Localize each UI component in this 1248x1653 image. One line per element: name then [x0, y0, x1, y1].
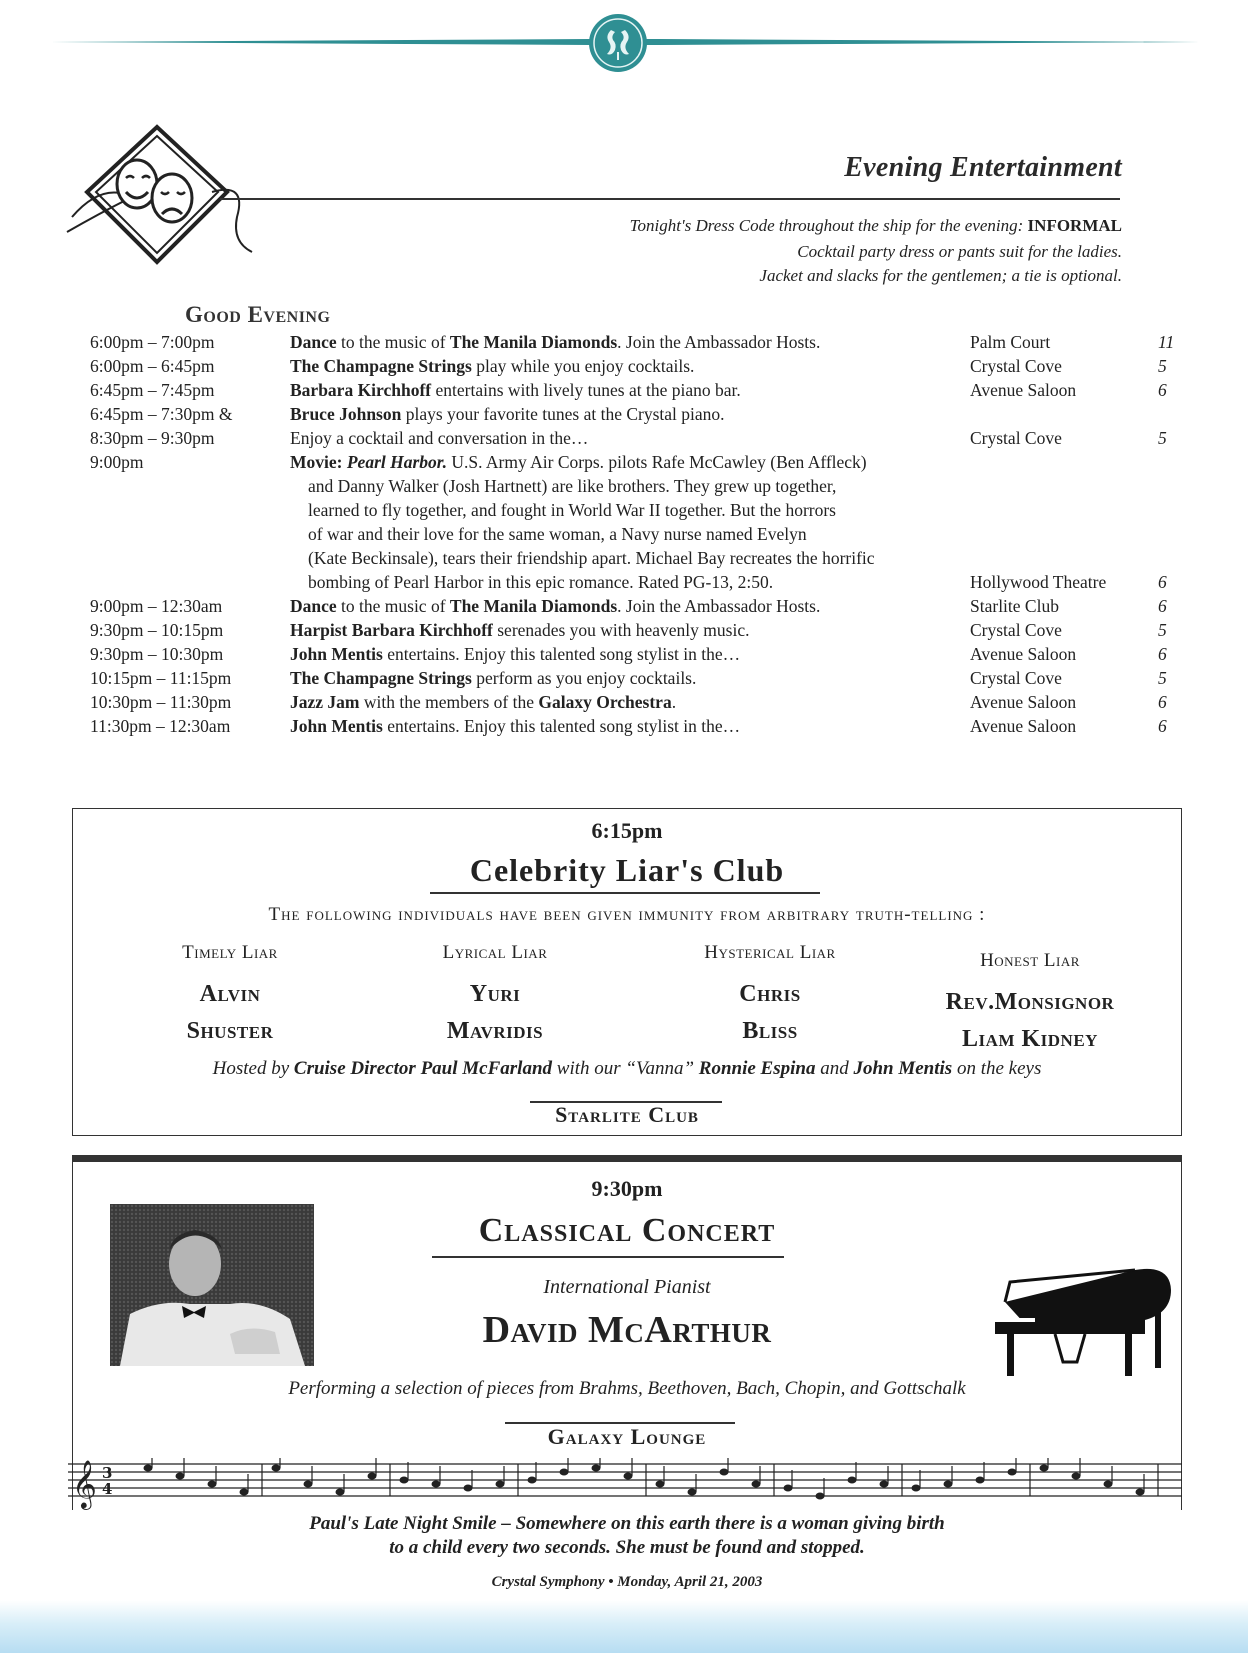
- event-text: to the music of: [336, 596, 450, 616]
- greeting-heading: Good Evening: [185, 302, 331, 327]
- event-deck: 5: [1158, 620, 1167, 640]
- liar-honest: [900, 950, 1160, 1058]
- event-performer-2: Pearl Harbor.: [346, 452, 448, 472]
- liar-role: Hysterical Liar: [704, 942, 836, 963]
- music-note: [176, 1473, 184, 1479]
- host-text: on the keys: [952, 1058, 1042, 1079]
- event-text: play while you enjoy cocktails.: [471, 356, 695, 376]
- event-text: serenades you with heavenly music.: [492, 620, 750, 640]
- event-venue: Avenue Saloon: [970, 380, 1077, 400]
- liar-role: Honest Liar: [980, 950, 1080, 971]
- event-text: entertains. Enjoy this talented song stylist in the…: [382, 644, 741, 664]
- music-note: [336, 1489, 344, 1495]
- event-description: [290, 692, 676, 713]
- music-note: [784, 1485, 792, 1491]
- event-performer: John Mentis: [290, 644, 383, 664]
- music-note: [976, 1477, 984, 1483]
- event-time: 10:15pm – 11:15pm: [90, 668, 232, 688]
- concert-performer: David McArthur: [482, 1309, 772, 1351]
- event-venue: Starlite Club: [970, 596, 1059, 616]
- liar-lyrical: [365, 942, 625, 1050]
- event-venue: Palm Court: [970, 332, 1051, 352]
- liar-name-first: Alvin: [199, 981, 261, 1007]
- event-performer: John Mentis: [290, 716, 383, 736]
- event-text: entertains with lively tunes at the piano bar.: [431, 380, 741, 400]
- event-time: 10:30pm – 11:30pm: [90, 692, 232, 712]
- movie-description-line: (Kate Beckinsale), tears their friendship apart. Michael Bay recreates the horrific: [308, 548, 875, 568]
- liar-name-first: Rev.Monsignor: [945, 989, 1115, 1015]
- event-deck: 6: [1158, 572, 1167, 592]
- liar-name-first: Yuri: [469, 981, 521, 1007]
- event-time: 6:00pm – 6:45pm: [90, 356, 215, 376]
- music-note: [496, 1481, 504, 1487]
- event-deck: 6: [1158, 380, 1167, 400]
- liars-club-subtitle: The following individuals have been given immunity from arbitrary truth-telling :: [268, 904, 986, 925]
- event-description: [290, 428, 588, 449]
- host-name: John Mentis: [853, 1058, 953, 1079]
- music-note: [752, 1481, 760, 1487]
- event-description: [290, 716, 740, 737]
- time-signature-bottom: 4: [102, 1480, 113, 1498]
- movie-description-line: learned to fly together, and fought in World War II together. But the horrors: [308, 500, 836, 520]
- page-title: Evening Entertainment: [844, 152, 1122, 183]
- event-venue: Crystal Cove: [970, 356, 1062, 376]
- event-venue: Crystal Cove: [970, 428, 1062, 448]
- event-performer: Harpist Barbara Kirchhoff: [290, 620, 493, 640]
- music-note: [464, 1485, 472, 1491]
- host-text: with our “Vanna”: [552, 1058, 699, 1079]
- liar-role: Lyrical Liar: [442, 942, 548, 963]
- music-note: [1072, 1473, 1080, 1479]
- event-performer-2: The Manila Diamonds: [449, 332, 618, 352]
- movie-description-line: bombing of Pearl Harbor in this epic romance. Rated PG-13, 2:50.: [308, 572, 774, 592]
- seahorse-logo-icon: [587, 12, 649, 74]
- music-note: [1104, 1481, 1112, 1487]
- concert-title-rule: [432, 1256, 784, 1258]
- event-text: perform as you enjoy cocktails.: [471, 668, 697, 688]
- music-note: [848, 1477, 856, 1483]
- music-note: [720, 1469, 728, 1475]
- event-venue: Avenue Saloon: [970, 716, 1077, 736]
- event-text: entertains. Enjoy this talented song stylist in the…: [382, 716, 741, 736]
- event-description: [290, 668, 696, 689]
- event-venue: Crystal Cove: [970, 620, 1062, 640]
- event-description: [290, 380, 741, 401]
- dress-code-intro: Tonight's Dress Code throughout the ship for the evening:: [629, 216, 1024, 235]
- event-text-2: . Join the Ambassador Hosts.: [617, 332, 821, 352]
- bottom-color-band: [0, 1600, 1248, 1653]
- music-note: [656, 1481, 664, 1487]
- title-underline: [220, 198, 1120, 200]
- liars-club-host-line: [72, 1058, 1182, 1080]
- event-time: 8:30pm – 9:30pm: [90, 428, 215, 448]
- dress-code-gentlemen: Jacket and slacks for the gentlemen; a tie is optional.: [759, 266, 1122, 285]
- liar-timely: [100, 942, 360, 1050]
- event-description: [290, 644, 740, 665]
- event-deck: 6: [1158, 644, 1167, 664]
- music-note: [528, 1477, 536, 1483]
- music-note: [400, 1477, 408, 1483]
- event-deck: 5: [1158, 428, 1167, 448]
- music-note: [880, 1481, 888, 1487]
- event-time: 9:00pm – 12:30am: [90, 596, 223, 616]
- music-note: [560, 1469, 568, 1475]
- liar-name-last: Bliss: [742, 1018, 798, 1044]
- event-performer: Bruce Johnson: [290, 404, 402, 424]
- event-venue: Hollywood Theatre: [970, 572, 1107, 592]
- music-note: [432, 1481, 440, 1487]
- event-deck: 6: [1158, 692, 1167, 712]
- event-performer-2: The Manila Diamonds: [449, 596, 618, 616]
- event-performer: Dance: [290, 596, 337, 616]
- event-description: [290, 404, 725, 425]
- liar-name-first: Chris: [739, 981, 801, 1007]
- event-time: 9:30pm – 10:30pm: [90, 644, 224, 664]
- event-description: [290, 596, 820, 617]
- liars-club-time: 6:15pm: [591, 818, 663, 843]
- music-note: [304, 1481, 312, 1487]
- music-note: [944, 1481, 952, 1487]
- theatre-masks-icon: [62, 122, 262, 272]
- liar-hysterical: [640, 942, 900, 1050]
- event-text: Enjoy a cocktail and conversation in the…: [290, 428, 589, 448]
- event-performer: The Champagne Strings: [290, 356, 472, 376]
- page-footer: Crystal Symphony • Monday, April 21, 2003: [491, 1574, 763, 1590]
- movie-description-line: of war and their love for the same woman, a Navy nurse named Evelyn: [308, 524, 807, 544]
- event-deck: 5: [1158, 356, 1167, 376]
- liar-name-last: Mavridis: [446, 1018, 544, 1044]
- event-venue: Crystal Cove: [970, 668, 1062, 688]
- event-text: to the music of: [336, 332, 450, 352]
- event-time: 9:30pm – 10:15pm: [90, 620, 224, 640]
- music-note: [912, 1485, 920, 1491]
- music-note: [1040, 1465, 1048, 1471]
- liar-name-last: Shuster: [186, 1018, 274, 1044]
- late-night-smile: [72, 1512, 1182, 1560]
- host-text: Hosted by: [212, 1058, 294, 1079]
- event-description: [290, 620, 749, 641]
- music-note: [208, 1481, 216, 1487]
- dress-code-line: [630, 216, 1122, 236]
- event-deck: 11: [1158, 332, 1175, 352]
- music-note: [816, 1493, 824, 1499]
- smile-line-2: to a child every two seconds. She must be found and stopped.: [389, 1537, 865, 1558]
- event-time: 11:30pm – 12:30am: [90, 716, 231, 736]
- smile-line-1: Paul's Late Night Smile – Somewhere on this earth there is a woman giving birth: [309, 1513, 945, 1534]
- dress-code-ladies: Cocktail party dress or pants suit for the ladies.: [797, 242, 1122, 261]
- liar-role: Timely Liar: [182, 942, 278, 963]
- liars-club-venue: Starlite Club: [555, 1102, 699, 1127]
- event-text-2: . Join the Ambassador Hosts.: [617, 596, 821, 616]
- concert-title: Classical Concert: [478, 1212, 776, 1249]
- music-note: [688, 1489, 696, 1495]
- event-text: with the members of the: [359, 692, 539, 712]
- event-text-2: U.S. Army Air Corps. pilots Rafe McCawley (Ben Affleck): [447, 452, 867, 472]
- host-text: and: [815, 1058, 854, 1079]
- music-note: [368, 1473, 376, 1479]
- concert-top-bar: [72, 1155, 1182, 1162]
- concert-time: 9:30pm: [591, 1176, 663, 1201]
- music-note: [240, 1489, 248, 1495]
- liars-club-title-rule: [430, 892, 820, 894]
- host-name: Ronnie Espina: [698, 1058, 816, 1079]
- event-time: 6:45pm – 7:45pm: [90, 380, 215, 400]
- event-deck: 6: [1158, 716, 1167, 736]
- music-note: [1008, 1469, 1016, 1475]
- event-performer: Barbara Kirchhoff: [290, 380, 432, 400]
- host-name: Cruise Director Paul McFarland: [293, 1058, 553, 1079]
- event-description: [290, 452, 867, 473]
- movie-description-line: and Danny Walker (Josh Hartnett) are like brothers. They grew up together,: [308, 476, 837, 496]
- event-time: 9:00pm: [90, 452, 144, 472]
- liar-name-last: Liam Kidney: [962, 1026, 1098, 1052]
- event-venue: Avenue Saloon: [970, 644, 1077, 664]
- music-note: [1136, 1489, 1144, 1495]
- event-performer: Movie:: [290, 452, 343, 472]
- liars-club-title: Celebrity Liar's Club: [469, 852, 785, 888]
- treble-clef-icon: 𝄞: [72, 1459, 97, 1508]
- event-performer: Jazz Jam: [290, 692, 360, 712]
- concert-venue: Galaxy Lounge: [547, 1424, 707, 1449]
- event-performer: The Champagne Strings: [290, 668, 472, 688]
- event-time: 6:00pm – 7:00pm: [90, 332, 215, 352]
- event-performer-2: Galaxy Orchestra: [538, 692, 672, 712]
- event-deck: 6: [1158, 596, 1167, 616]
- event-text-2: .: [671, 692, 677, 712]
- event-deck: 5: [1158, 668, 1167, 688]
- event-text: plays your favorite tunes at the Crystal piano.: [401, 404, 725, 424]
- music-note: [272, 1465, 280, 1471]
- music-note: [144, 1465, 152, 1471]
- time-signature-top: 3: [102, 1464, 113, 1482]
- concert-subtitle: International Pianist: [543, 1276, 711, 1298]
- concert-description: Performing a selection of pieces from Brahms, Beethoven, Bach, Chopin, and Gottschalk: [288, 1378, 966, 1399]
- event-performer: Dance: [290, 332, 337, 352]
- music-note: [592, 1465, 600, 1471]
- music-note: [624, 1473, 632, 1479]
- music-staff-icon: [68, 1458, 1182, 1510]
- dress-code-value: INFORMAL: [1027, 216, 1122, 235]
- event-description: [290, 356, 694, 377]
- event-venue: Avenue Saloon: [970, 692, 1077, 712]
- event-time: 6:45pm – 7:30pm &: [90, 404, 233, 424]
- event-description: [290, 332, 820, 353]
